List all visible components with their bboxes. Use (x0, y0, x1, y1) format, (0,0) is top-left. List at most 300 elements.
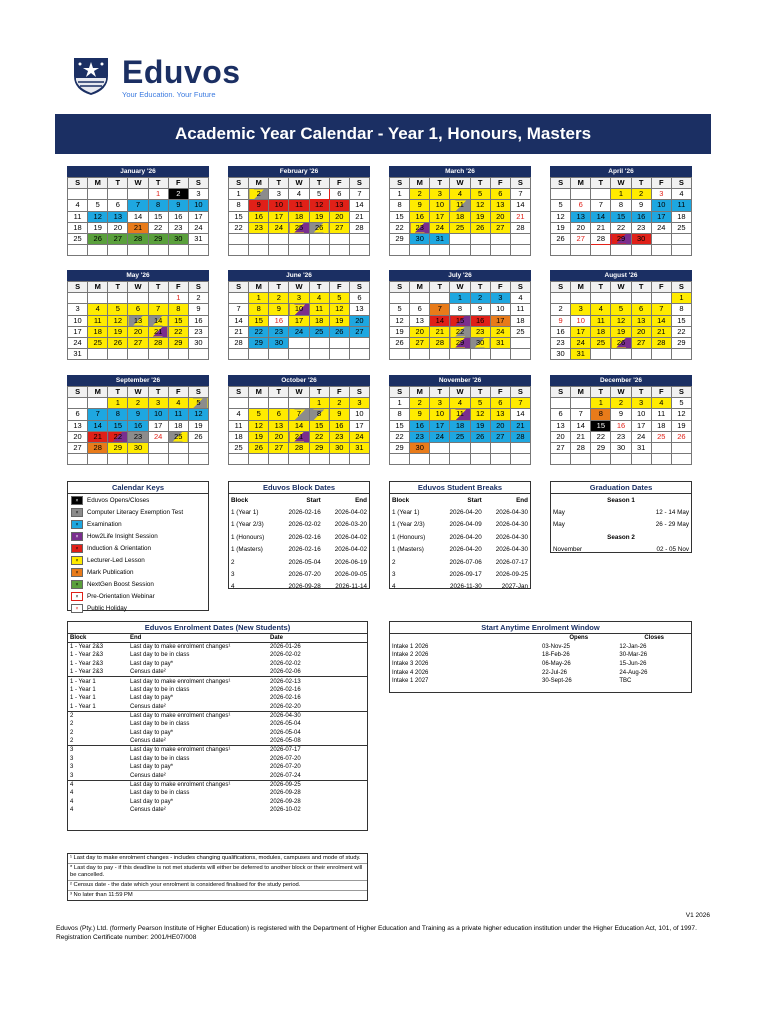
day-cell (611, 454, 631, 465)
day-cell: 29 (309, 442, 329, 453)
weekday-header: W (289, 387, 309, 398)
footnote: * Last day to pay - if this deadline is not met students will either be deferred to another block or their enrolment will be cancelled. (68, 864, 367, 881)
day-cell (148, 454, 168, 465)
day-cell: 10 (490, 304, 510, 315)
student-breaks-table (390, 494, 530, 593)
day-cell: 15 (229, 211, 249, 222)
table-cell: 2026-11-14 (335, 583, 367, 591)
day-cell: 22 (309, 431, 329, 442)
day-cell: 4 (289, 189, 309, 200)
day-cell: 9 (611, 409, 631, 420)
weekday-header: S (188, 387, 208, 398)
day-cell: 16 (249, 211, 269, 222)
table-cell: 2026-09-28 (288, 583, 321, 591)
day-cell: 31 (68, 349, 88, 360)
day-cell: 1 (390, 398, 410, 409)
day-cell (410, 349, 430, 360)
day-cell: 12 (611, 315, 631, 326)
day-cell: 30 (188, 337, 208, 348)
table-cell: 2026-02-06 (270, 669, 301, 676)
anytime-table (390, 634, 691, 686)
table-cell: Intake 3 2026 (392, 661, 429, 668)
day-cell: 13 (269, 420, 289, 431)
day-cell: 23 (551, 337, 571, 348)
weekday-header: S (229, 387, 249, 398)
day-cell: 3 (68, 304, 88, 315)
day-cell (128, 349, 148, 360)
day-cell: 23 (188, 326, 208, 337)
day-cell: 25 (289, 222, 309, 233)
day-cell: 1 (450, 293, 470, 304)
day-cell: 8 (108, 409, 128, 420)
day-cell: 26 (329, 326, 349, 337)
day-cell: 1 (168, 293, 188, 304)
table-row (68, 711, 367, 720)
day-cell (349, 245, 369, 256)
weekday-header: W (450, 178, 470, 189)
month-calendar (67, 270, 209, 360)
day-cell: 31 (349, 442, 369, 453)
day-cell: 10 (651, 200, 671, 211)
day-cell (591, 189, 611, 200)
day-cell (188, 454, 208, 465)
table-cell: 2026-09-17 (449, 571, 482, 579)
weekday-header: F (490, 387, 510, 398)
weekday-header: T (470, 387, 490, 398)
day-cell (671, 349, 691, 360)
day-cell: 3 (148, 398, 168, 409)
table-cell: 1 (Year 2/3) (231, 521, 264, 529)
table-cell: 1 - Year 2&3 (70, 669, 104, 676)
day-cell: 14 (88, 420, 108, 431)
day-cell: 27 (108, 233, 128, 244)
day-cell: 27 (128, 337, 148, 348)
day-cell: 18 (168, 420, 188, 431)
day-cell (289, 398, 309, 409)
day-cell: 20 (128, 326, 148, 337)
day-cell (470, 245, 490, 256)
day-cell: 17 (68, 326, 88, 337)
day-cell: 14 (571, 420, 591, 431)
day-cell (671, 442, 691, 453)
weekday-header: M (249, 282, 269, 293)
day-cell (68, 189, 88, 200)
day-cell (128, 454, 148, 465)
day-cell: 22 (591, 431, 611, 442)
table-cell: Last day to make enrolment changes¹ (128, 643, 268, 652)
day-cell: 17 (269, 211, 289, 222)
day-cell: 31 (430, 233, 450, 244)
day-cell (108, 245, 128, 256)
day-cell: 15 (309, 420, 329, 431)
day-cell: 9 (631, 200, 651, 211)
footnote: ¹ Last day to make enrolment changes - includes changing qualifications, modules, campuses and mode of study. (68, 854, 367, 864)
day-cell: 16 (611, 420, 631, 431)
day-cell: 12 (188, 409, 208, 420)
day-cell: 28 (591, 233, 611, 244)
day-cell: 19 (249, 431, 269, 442)
day-cell: 2 (128, 398, 148, 409)
day-cell: 28 (430, 337, 450, 348)
day-cell: 13 (490, 200, 510, 211)
day-cell (591, 349, 611, 360)
enrolment-panel (67, 621, 368, 831)
table-row (390, 568, 530, 580)
day-cell (430, 245, 450, 256)
day-cell: 29 (671, 337, 691, 348)
day-cell: 25 (651, 431, 671, 442)
day-cell: 24 (490, 326, 510, 337)
day-cell (611, 349, 631, 360)
day-cell: 18 (229, 431, 249, 442)
day-cell: 23 (470, 326, 490, 337)
footnotes (67, 853, 368, 901)
season-header: Season 1 (607, 496, 635, 504)
table-row (390, 506, 530, 518)
calendar-keys-panel (67, 481, 209, 611)
day-cell: 7 (349, 189, 369, 200)
day-cell: 21 (349, 211, 369, 222)
day-cell: 13 (108, 211, 128, 222)
day-cell (510, 349, 530, 360)
table-cell: 2026-04-30 (495, 521, 528, 529)
legal-footer: Eduvos (Pty.) Ltd. (formerly Pearson Institute of Higher Education) is registered with the Department of Higher Education and Training as a private higher education institution under the Higher Education Act, 101, of 1997. Registration Certificate number: 2001/HE07/008 (56, 925, 697, 941)
table-cell: 2026-04-09 (449, 521, 482, 529)
day-cell (390, 454, 410, 465)
day-cell (450, 442, 470, 453)
day-cell: 23 (168, 222, 188, 233)
table-cell: 3 (68, 746, 128, 755)
day-cell: 5 (188, 398, 208, 409)
day-cell: 11 (671, 200, 691, 211)
table-cell: 2026-06-19 (334, 558, 367, 566)
day-cell: 7 (430, 304, 450, 315)
day-cell: 22 (108, 431, 128, 442)
day-cell (329, 245, 349, 256)
day-cell (269, 349, 289, 360)
day-cell: 24 (188, 222, 208, 233)
day-cell: 10 (430, 200, 450, 211)
day-cell: 19 (551, 222, 571, 233)
day-cell: 31 (571, 349, 591, 360)
day-cell: 27 (551, 442, 571, 453)
day-cell: 21 (289, 431, 309, 442)
day-cell: 31 (188, 233, 208, 244)
day-cell: 22 (148, 222, 168, 233)
day-cell (349, 454, 369, 465)
day-cell (88, 454, 108, 465)
brand-tagline: Your Education. Your Future (122, 90, 216, 99)
day-cell: 28 (510, 222, 530, 233)
weekday-header: F (329, 282, 349, 293)
weekday-header: T (309, 387, 329, 398)
table-row (390, 544, 530, 556)
table-cell: 2026-09-05 (334, 571, 367, 579)
key-item (68, 506, 208, 518)
day-cell: 17 (490, 315, 510, 326)
day-cell: 23 (329, 431, 349, 442)
day-cell (551, 293, 571, 304)
month-title: August '26 (550, 270, 692, 281)
day-cell: 23 (410, 431, 430, 442)
day-cell: 20 (108, 222, 128, 233)
weekday-header: S (188, 178, 208, 189)
day-cell: 16 (168, 211, 188, 222)
day-cell: 29 (249, 337, 269, 348)
day-cell: 4 (651, 398, 671, 409)
calendar-keys-list (68, 494, 208, 614)
weekday-header: F (490, 282, 510, 293)
day-cell: 7 (148, 304, 168, 315)
day-cell (490, 349, 510, 360)
table-cell: 2026-04-02 (334, 546, 367, 554)
table-row (390, 556, 530, 568)
day-cell: 4 (168, 398, 188, 409)
day-cell (510, 454, 530, 465)
day-cell (88, 349, 108, 360)
table-row (390, 581, 530, 593)
day-cell: 12 (329, 304, 349, 315)
day-cell: 6 (631, 304, 651, 315)
day-cell: 13 (631, 315, 651, 326)
day-cell (551, 189, 571, 200)
table-row (229, 556, 369, 568)
table-header: End (355, 496, 367, 504)
table-cell: 1 (Year 1) (231, 509, 259, 517)
day-cell: 7 (510, 398, 530, 409)
month-calendar (67, 166, 209, 256)
weekday-header: F (329, 387, 349, 398)
day-cell: 3 (631, 398, 651, 409)
month-title: March '26 (389, 166, 531, 177)
table-header (390, 634, 540, 643)
day-cell: 23 (269, 326, 289, 337)
month-title: July '26 (389, 270, 531, 281)
day-cell (651, 442, 671, 453)
day-cell: 29 (168, 337, 188, 348)
day-cell (671, 245, 691, 256)
day-cell: 7 (289, 409, 309, 420)
day-cell: 2 (329, 398, 349, 409)
table-cell: 2026-02-16 (270, 686, 301, 693)
table-row (390, 651, 691, 660)
day-cell: 25 (168, 431, 188, 442)
block-dates-title: Eduvos Block Dates (229, 482, 369, 494)
month-calendar (389, 270, 531, 360)
day-cell (88, 293, 108, 304)
day-cell (631, 349, 651, 360)
day-cell: 1 (309, 398, 329, 409)
table-cell: 2026-04-30 (495, 533, 528, 541)
day-cell (651, 293, 671, 304)
weekday-header: S (671, 282, 691, 293)
day-cell (349, 233, 369, 244)
day-cell: 14 (510, 409, 530, 420)
day-cell: 18 (510, 315, 530, 326)
table-row (229, 544, 369, 556)
day-cell: 11 (229, 420, 249, 431)
day-cell: 8 (611, 200, 631, 211)
table-cell: 2026-05-08 (270, 738, 301, 745)
day-cell: 21 (430, 326, 450, 337)
table-cell: 2 (68, 711, 128, 720)
table-header: Block (392, 496, 410, 504)
table-cell: 4 (68, 780, 128, 789)
table-cell: 24-Aug-26 (619, 669, 648, 676)
key-swatch: × (71, 592, 83, 601)
day-cell: 6 (128, 304, 148, 315)
day-cell: 28 (651, 337, 671, 348)
day-cell: 5 (329, 293, 349, 304)
footnote: ³ No later than 11:59 PM (70, 892, 133, 898)
table-cell: 30-Sept-26 (542, 678, 572, 685)
day-cell (510, 245, 530, 256)
table-cell: 2 (70, 738, 74, 745)
day-cell: 22 (249, 326, 269, 337)
day-cell: 14 (128, 211, 148, 222)
day-cell (591, 293, 611, 304)
key-item (68, 602, 208, 614)
day-cell (651, 233, 671, 244)
day-cell: 9 (128, 409, 148, 420)
table-cell: 1 - Year 1 (70, 703, 96, 710)
weekday-header: W (128, 178, 148, 189)
day-cell: 7 (128, 200, 148, 211)
day-cell: 27 (68, 442, 88, 453)
table-row (68, 780, 367, 789)
day-cell: 29 (450, 337, 470, 348)
day-cell (631, 454, 651, 465)
table-cell: Last day to make enrolment changes¹ (128, 677, 268, 686)
day-cell: 5 (611, 304, 631, 315)
day-cell: 27 (631, 337, 651, 348)
weekday-header: T (148, 282, 168, 293)
day-cell: 3 (289, 293, 309, 304)
day-cell: 10 (289, 304, 309, 315)
weekday-header: W (611, 178, 631, 189)
day-cell: 11 (651, 409, 671, 420)
day-cell: 26 (390, 337, 410, 348)
table-cell: 30-Mar-26 (619, 652, 648, 659)
day-cell: 8 (671, 304, 691, 315)
weekday-header: S (390, 387, 410, 398)
day-cell: 26 (671, 431, 691, 442)
weekday-header: S (390, 282, 410, 293)
day-cell: 20 (269, 431, 289, 442)
day-cell (148, 442, 168, 453)
day-cell: 4 (450, 398, 470, 409)
day-cell: 12 (390, 315, 410, 326)
weekday-header: F (168, 387, 188, 398)
key-item (68, 578, 208, 590)
weekday-header: S (551, 178, 571, 189)
table-cell: 2026-04-30 (268, 711, 367, 720)
day-cell (68, 293, 88, 304)
table-header: End (130, 635, 142, 642)
day-cell: 11 (309, 304, 329, 315)
day-cell: 25 (88, 337, 108, 348)
day-cell: 16 (410, 211, 430, 222)
day-cell (430, 454, 450, 465)
day-cell (329, 337, 349, 348)
day-cell: 25 (309, 326, 329, 337)
day-cell: 18 (88, 326, 108, 337)
weekday-header: W (128, 282, 148, 293)
table-cell: Last day to be in class (130, 686, 190, 693)
day-cell (551, 398, 571, 409)
day-cell: 13 (128, 315, 148, 326)
day-cell: 15 (168, 315, 188, 326)
day-cell: 30 (128, 442, 148, 453)
day-cell: 16 (551, 326, 571, 337)
day-cell (128, 245, 148, 256)
weekday-header: S (510, 282, 530, 293)
day-cell: 15 (611, 211, 631, 222)
day-cell: 21 (510, 211, 530, 222)
day-cell (651, 245, 671, 256)
day-cell (470, 442, 490, 453)
day-cell: 10 (188, 200, 208, 211)
day-cell: 3 (430, 398, 450, 409)
day-cell (289, 349, 309, 360)
day-cell: 10 (269, 200, 289, 211)
day-cell: 4 (510, 293, 530, 304)
day-cell: 10 (148, 409, 168, 420)
table-cell: Last day to pay* (130, 764, 174, 771)
key-swatch: × (71, 520, 83, 529)
table-row (68, 703, 367, 712)
weekday-header: S (349, 387, 369, 398)
day-cell (68, 245, 88, 256)
page-title: Academic Year Calendar - Year 1, Honours, Masters (55, 114, 711, 154)
day-cell: 2 (551, 304, 571, 315)
table-cell: 2026-02-16 (288, 509, 321, 517)
day-cell: 28 (148, 337, 168, 348)
day-cell: 5 (249, 409, 269, 420)
table-cell: 2026-02-20 (270, 703, 301, 710)
month-title: September '26 (67, 375, 209, 386)
month-title: June '26 (228, 270, 370, 281)
weekday-header: T (309, 178, 329, 189)
table-cell: 2026-02-16 (288, 533, 321, 541)
student-breaks-panel (389, 481, 531, 589)
day-cell: 15 (249, 315, 269, 326)
key-item (68, 494, 208, 506)
day-cell (229, 454, 249, 465)
weekday-header: T (631, 178, 651, 189)
brand-name: Eduvos (122, 54, 241, 90)
day-cell (611, 245, 631, 256)
weekday-header: M (249, 387, 269, 398)
day-cell (430, 293, 450, 304)
day-cell: 29 (108, 442, 128, 453)
day-cell: 8 (309, 409, 329, 420)
day-cell: 18 (591, 326, 611, 337)
day-cell: 1 (390, 189, 410, 200)
table-header: Opens (569, 635, 589, 642)
month-calendar (389, 166, 531, 256)
table-row (390, 677, 691, 686)
day-cell: 2 (249, 189, 269, 200)
day-cell: 4 (309, 293, 329, 304)
day-cell: 26 (108, 337, 128, 348)
table-cell: 15-Jun-26 (619, 661, 647, 668)
day-cell: 12 (671, 409, 691, 420)
day-cell: 11 (289, 200, 309, 211)
weekday-header: F (168, 282, 188, 293)
day-cell (410, 245, 430, 256)
day-cell: 19 (309, 211, 329, 222)
